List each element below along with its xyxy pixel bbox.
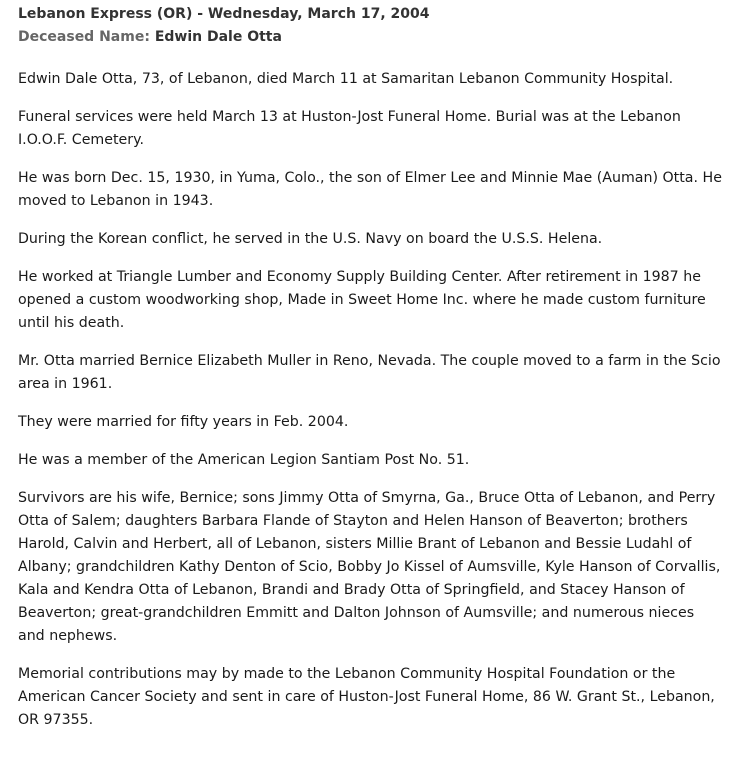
paragraph-survivors: Survivors are his wife, Bernice; sons Jimmy Otta of Smyrna, Ga., Bruce Otta of Lebanon, and Perry Otta of Salem; daughters Barbara Flande of Stayton and Helen Hanson of Beaverton; brothers Harold, Calvin and Herbert, all of Lebanon, sisters Millie Brant of Lebanon and Bessie Ludahl of Albany; grandchildren Kathy Denton of Scio, Bobby Jo Kissel of Aumsville, Kyle Hanson of Corvallis, Kala and Kendra Otta of Lebanon, Brandi and Brady Otta of Springfield, and Stacey Hanson of Beaverton; great-grandchildren Emmitt and Dalton Johnson of Aumsville; and numerous nieces and nephews. (18, 490, 721, 644)
paragraph-marriage: Mr. Otta married Bernice Elizabeth Muller in Reno, Nevada. The couple moved to a farm in the Scio area in 1961. (18, 353, 721, 392)
paragraph-military: During the Korean conflict, he served in the U.S. Navy on board the U.S.S. Helena. (18, 231, 603, 247)
obituary-body (18, 68, 723, 732)
paragraph-career: He worked at Triangle Lumber and Economy Supply Building Center. After retirement in 1987 he opened a custom woodworking shop, Made in Sweet Home Inc. where he made custom furniture until his death. (18, 269, 706, 331)
paragraph-birth: He was born Dec. 15, 1930, in Yuma, Colo., the son of Elmer Lee and Minnie Mae (Auman) Otta. He moved to Lebanon in 1943. (18, 170, 722, 209)
deceased-label: Deceased Name: (18, 29, 150, 45)
publication-date: Wednesday, March 17, 2004 (207, 6, 430, 22)
paragraph-funeral: Funeral services were held March 13 at Huston-Jost Funeral Home. Burial was at the Lebanon I.O.O.F. Cemetery. (18, 109, 681, 148)
paragraph-anniversary: They were married for fifty years in Feb. 2004. (18, 414, 349, 430)
paragraph-memorials: Memorial contributions may by made to the Lebanon Community Hospital Foundation or the American Cancer Society and sent in care of Huston-Jost Funeral Home, 86 W. Grant St., Lebanon, OR 97355. (18, 666, 715, 728)
publication-line (18, 5, 723, 23)
paragraph-membership: He was a member of the American Legion Santiam Post No. 51. (18, 452, 470, 468)
deceased-line (18, 28, 723, 46)
deceased-name: Edwin Dale Otta (154, 29, 282, 45)
header-separator: - (192, 6, 208, 22)
publication-name: Lebanon Express (OR) (18, 6, 193, 22)
paragraph-death-notice: Edwin Dale Otta, 73, of Lebanon, died March 11 at Samaritan Lebanon Community Hospital. (18, 71, 674, 87)
